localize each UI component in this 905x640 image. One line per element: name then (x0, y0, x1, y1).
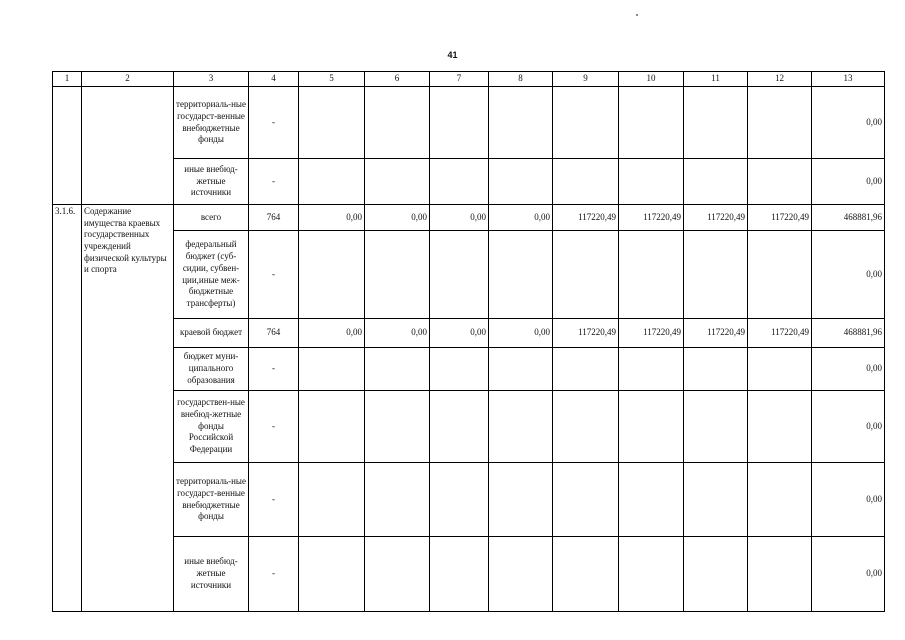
value-cell (365, 159, 430, 205)
value-cell: 117220,49 (748, 319, 812, 348)
value-cell: 117220,49 (684, 205, 748, 231)
header-cell: 12 (748, 72, 812, 87)
value-cell (684, 391, 748, 463)
item-number-cell (53, 87, 82, 205)
total-cell: 0,00 (812, 348, 885, 391)
value-cell (489, 159, 553, 205)
value-cell (365, 463, 430, 537)
value-cell (489, 231, 553, 319)
grbs-cell: - (249, 231, 299, 319)
value-cell (684, 87, 748, 159)
value-cell (489, 348, 553, 391)
value-cell: 0,00 (430, 205, 489, 231)
value-cell (684, 348, 748, 391)
value-cell (684, 159, 748, 205)
value-cell (748, 231, 812, 319)
table-row (53, 463, 885, 537)
value-cell (430, 391, 489, 463)
total-cell: 0,00 (812, 231, 885, 319)
value-cell (299, 87, 365, 159)
source-cell: иные внебюд-жетные источники (174, 159, 249, 205)
source-cell: всего (174, 205, 249, 231)
source-cell: федеральный бюджет (суб-сидии, субвен-ции,иные меж-бюджетные трансферты) (174, 231, 249, 319)
value-cell (619, 391, 684, 463)
header-cell: 4 (249, 72, 299, 87)
table-row (53, 537, 885, 612)
value-cell (430, 231, 489, 319)
value-cell: 0,00 (430, 319, 489, 348)
source-cell: государствен-ные внебюд-жетные фонды Российской Федерации (174, 391, 249, 463)
value-cell (619, 537, 684, 612)
grbs-cell: - (249, 159, 299, 205)
value-cell: 117220,49 (748, 205, 812, 231)
value-cell (553, 537, 619, 612)
value-cell (748, 159, 812, 205)
value-cell (748, 87, 812, 159)
item-name-cell (82, 87, 174, 205)
value-cell (299, 159, 365, 205)
value-cell (430, 159, 489, 205)
value-cell: 117220,49 (619, 319, 684, 348)
item-name-cell: Содержание имущества краевых государственных учреждений физической культуры и спорта (82, 205, 174, 612)
value-cell (365, 231, 430, 319)
value-cell (489, 537, 553, 612)
header-cell: 7 (430, 72, 489, 87)
header-cell: 8 (489, 72, 553, 87)
value-cell (365, 391, 430, 463)
value-cell (684, 463, 748, 537)
total-cell: 0,00 (812, 87, 885, 159)
value-cell: 0,00 (299, 205, 365, 231)
total-cell: 0,00 (812, 391, 885, 463)
scan-speck (636, 14, 638, 16)
value-cell (748, 348, 812, 391)
total-cell: 0,00 (812, 159, 885, 205)
value-cell (684, 537, 748, 612)
value-cell (684, 231, 748, 319)
value-cell (553, 87, 619, 159)
value-cell (748, 391, 812, 463)
header-cell: 9 (553, 72, 619, 87)
grbs-cell: - (249, 537, 299, 612)
value-cell (430, 87, 489, 159)
value-cell (748, 463, 812, 537)
value-cell (299, 391, 365, 463)
value-cell (553, 231, 619, 319)
value-cell (489, 463, 553, 537)
source-cell: иные внебюд-жетные источники (174, 537, 249, 612)
total-cell: 468881,96 (812, 205, 885, 231)
value-cell: 0,00 (489, 205, 553, 231)
grbs-cell: 764 (249, 319, 299, 348)
value-cell (299, 348, 365, 391)
header-cell: 5 (299, 72, 365, 87)
value-cell (553, 463, 619, 537)
item-number-cell: 3.1.6. (53, 205, 82, 612)
header-cell: 6 (365, 72, 430, 87)
grbs-cell: 764 (249, 205, 299, 231)
value-cell: 117220,49 (684, 319, 748, 348)
table-row (53, 391, 885, 463)
header-cell: 1 (53, 72, 82, 87)
table-row (53, 319, 885, 348)
value-cell (365, 348, 430, 391)
value-cell (553, 159, 619, 205)
value-cell (365, 537, 430, 612)
header-cell: 10 (619, 72, 684, 87)
value-cell (619, 463, 684, 537)
value-cell: 117220,49 (553, 319, 619, 348)
value-cell (748, 537, 812, 612)
grbs-cell: - (249, 87, 299, 159)
source-cell: территориаль-ные государст-венные внебюджетные фонды (174, 463, 249, 537)
budget-table (52, 71, 885, 612)
header-cell: 13 (812, 72, 885, 87)
value-cell (299, 463, 365, 537)
value-cell: 0,00 (365, 319, 430, 348)
grbs-cell: - (249, 391, 299, 463)
page-number: 41 (447, 50, 458, 60)
value-cell: 0,00 (299, 319, 365, 348)
header-cell: 3 (174, 72, 249, 87)
value-cell (489, 391, 553, 463)
total-cell: 0,00 (812, 463, 885, 537)
value-cell (430, 537, 489, 612)
value-cell (430, 463, 489, 537)
header-cell: 2 (82, 72, 174, 87)
table-row (53, 205, 885, 231)
value-cell (299, 537, 365, 612)
total-cell: 0,00 (812, 537, 885, 612)
grbs-cell: - (249, 463, 299, 537)
table-row (53, 231, 885, 319)
value-cell (619, 348, 684, 391)
table-row (53, 348, 885, 391)
header-row (53, 72, 885, 87)
source-cell: территориаль-ные государст-венные внебюджетные фонды (174, 87, 249, 159)
table-row (53, 159, 885, 205)
value-cell (489, 87, 553, 159)
value-cell (553, 348, 619, 391)
value-cell (619, 87, 684, 159)
value-cell (365, 87, 430, 159)
source-cell: бюджет муни-ципального образования (174, 348, 249, 391)
value-cell: 0,00 (489, 319, 553, 348)
total-cell: 468881,96 (812, 319, 885, 348)
value-cell (430, 348, 489, 391)
header-cell: 11 (684, 72, 748, 87)
grbs-cell: - (249, 348, 299, 391)
value-cell: 0,00 (365, 205, 430, 231)
table-row (53, 87, 885, 159)
value-cell: 117220,49 (619, 205, 684, 231)
value-cell: 117220,49 (553, 205, 619, 231)
value-cell (619, 231, 684, 319)
value-cell (299, 231, 365, 319)
value-cell (619, 159, 684, 205)
value-cell (553, 391, 619, 463)
source-cell: краевой бюджет (174, 319, 249, 348)
